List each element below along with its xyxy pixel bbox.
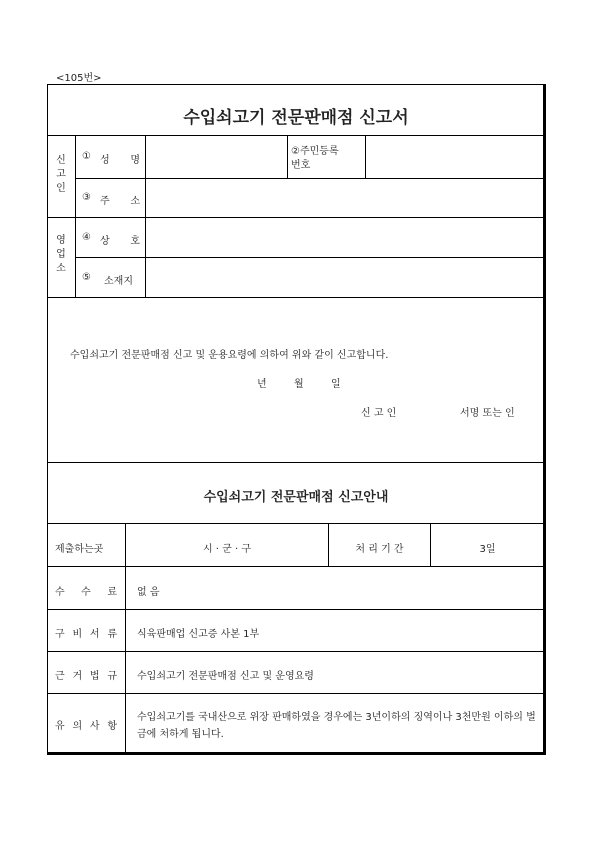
reporter-label: 신 고 인 [361,408,397,419]
date-year: 년 [257,379,267,390]
name-input[interactable] [146,136,286,177]
name-label: 성 명 [100,155,140,166]
field5-number: ⑤ [82,272,91,283]
location-label: 소재지 [104,276,133,287]
notice-value: 수입쇠고기를 국내산으로 위장 판매하였을 경우에는 3년이하의 징역이나 3천만원 이하의 벌금에 처하게 됩니다. [137,712,536,740]
address-label: 주 소 [100,196,140,207]
location-input[interactable] [146,258,543,296]
field3-number: ③ [82,192,91,203]
documents-value: 식육판매업 신고증 사본 1부 [137,629,260,640]
resident-number-label: ②주민등록 번호 [291,146,339,171]
notice-label: 유 의 사 항 [55,721,117,732]
field4-number: ④ [82,232,91,243]
submit-place-label: 제출하는곳 [55,544,104,555]
form-title: 수입쇠고기 전문판매점 신고서 [183,108,409,128]
submit-place-value: 시 · 군 · 구 [202,544,252,555]
date-month: 월 [294,379,304,390]
address-input[interactable] [146,179,543,216]
group-applicant-label: 신고인 [56,155,66,194]
legal-basis-label: 근 거 법 규 [55,671,117,682]
form-number: <105번> [56,73,102,84]
field1-number: ① [82,151,91,162]
resident-number-input[interactable] [366,136,543,177]
guide-title: 수입쇠고기 전문판매점 신고안내 [203,490,389,505]
report-form [47,84,546,755]
business-name-input[interactable] [146,218,543,256]
fee-label: 수 수 료 [55,587,117,598]
declaration-text: 수입쇠고기 전문판매점 신고 및 운용요령에 의하여 위와 같이 신고합니다. [70,350,389,361]
date-day: 일 [331,379,341,390]
processing-period-value: 3일 [479,544,496,555]
signature-label: 서명 또는 인 [460,408,515,419]
legal-basis-value: 수입쇠고기 전문판매점 신고 및 운영요령 [137,671,314,682]
processing-period-label: 처 리 기 간 [355,544,404,555]
group-business-label: 영업소 [56,235,66,274]
documents-label: 구 비 서 류 [55,629,117,640]
business-name-label: 상 호 [100,236,140,247]
fee-value: 없 음 [137,587,160,598]
